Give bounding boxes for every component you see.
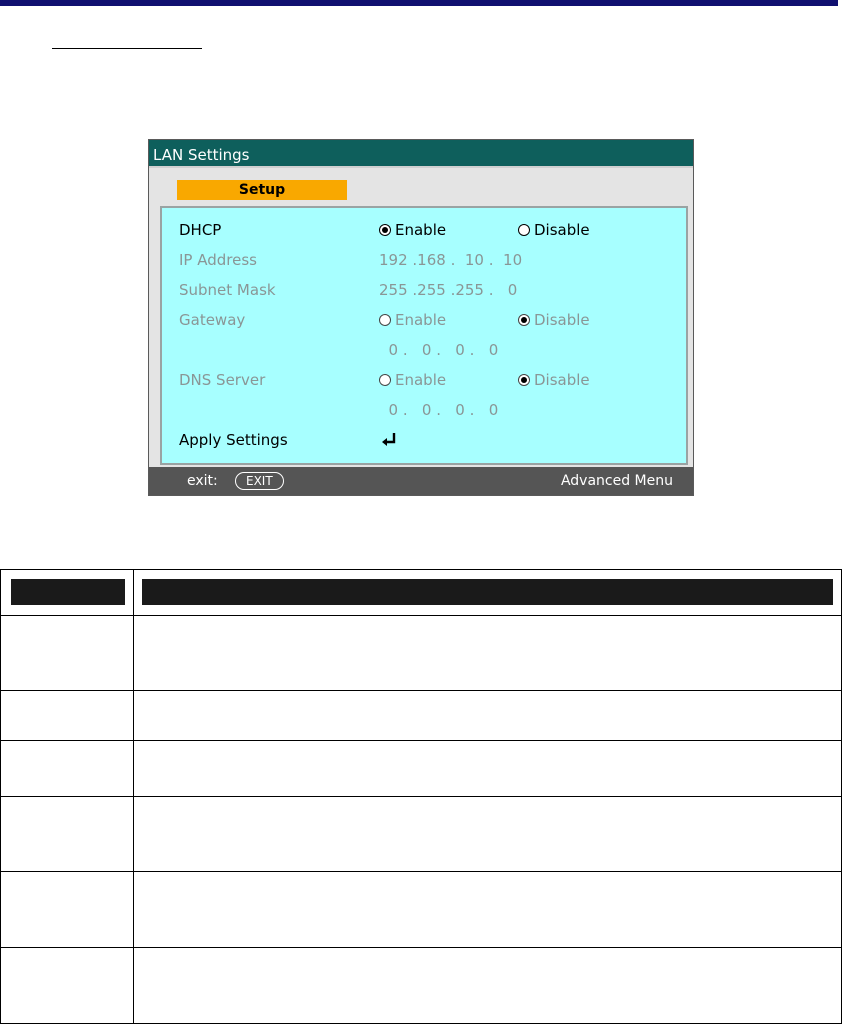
table-header-item xyxy=(11,579,125,605)
gateway-label: Gateway xyxy=(179,311,246,329)
settings-panel xyxy=(160,206,688,465)
dns-server-row xyxy=(179,370,679,390)
gateway-row xyxy=(179,310,679,330)
table-header-description xyxy=(142,579,833,605)
row-divider xyxy=(1,796,841,797)
row-divider xyxy=(1,615,841,616)
exit-key-button[interactable]: EXIT xyxy=(235,472,284,490)
description-table xyxy=(0,569,842,1024)
dns-disable-radio[interactable]: Disable xyxy=(518,370,590,390)
gateway-address-row xyxy=(179,340,679,360)
window-footer xyxy=(149,467,693,495)
radio-empty-icon xyxy=(379,374,391,386)
ip-address-row xyxy=(179,250,679,270)
dns-address-value[interactable]: 0 . 0 . 0 . 0 xyxy=(379,401,499,419)
enter-icon xyxy=(379,430,399,450)
ip-address-label: IP Address xyxy=(179,251,257,269)
radio-selected-icon xyxy=(518,314,530,326)
radio-selected-icon xyxy=(379,224,391,236)
heading-underline xyxy=(52,48,202,49)
dhcp-enable-radio[interactable]: Enable xyxy=(379,220,446,240)
row-divider xyxy=(1,947,841,948)
radio-selected-icon xyxy=(518,374,530,386)
gateway-disable-radio[interactable]: Disable xyxy=(518,310,590,330)
gateway-address-value[interactable]: 0 . 0 . 0 . 0 xyxy=(379,341,499,359)
row-divider xyxy=(1,690,841,691)
tab-setup[interactable]: Setup xyxy=(177,180,347,200)
dns-server-label: DNS Server xyxy=(179,371,266,389)
dhcp-disable-radio[interactable]: Disable xyxy=(518,220,590,240)
subnet-mask-value[interactable]: 255 .255 .255 . 0 xyxy=(379,281,518,299)
radio-empty-icon xyxy=(379,314,391,326)
top-rule xyxy=(0,0,838,6)
lan-settings-window xyxy=(148,139,694,496)
apply-settings-label: Apply Settings xyxy=(179,431,288,449)
radio-empty-icon xyxy=(518,224,530,236)
gateway-enable-radio[interactable]: Enable xyxy=(379,310,446,330)
subnet-mask-label: Subnet Mask xyxy=(179,281,276,299)
subnet-mask-row xyxy=(179,280,679,300)
exit-label: exit: xyxy=(187,473,218,489)
row-divider xyxy=(1,740,841,741)
advanced-menu-label: Advanced Menu xyxy=(560,473,673,489)
ip-address-value[interactable]: 192 .168 . 10 . 10 xyxy=(379,251,523,269)
dhcp-row xyxy=(179,220,679,240)
window-title: LAN Settings xyxy=(149,140,693,168)
row-divider xyxy=(1,871,841,872)
dns-address-row xyxy=(179,400,679,420)
dhcp-label: DHCP xyxy=(179,221,222,239)
dns-enable-radio[interactable]: Enable xyxy=(379,370,446,390)
apply-settings-row[interactable] xyxy=(179,430,679,450)
